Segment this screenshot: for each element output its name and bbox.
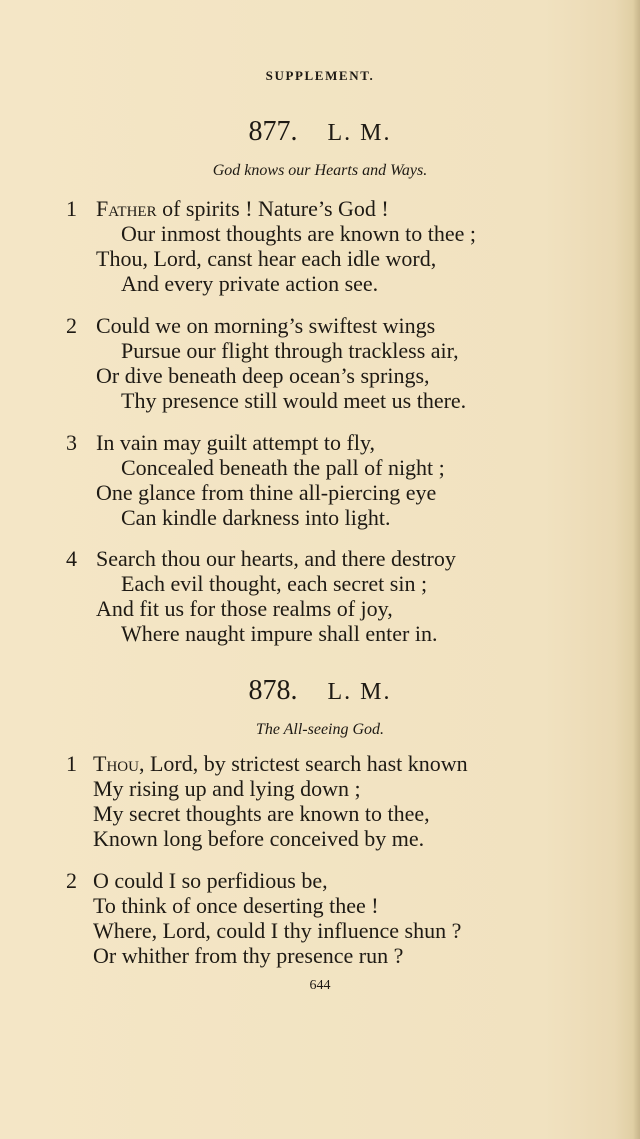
hymn-number: 878. bbox=[248, 675, 298, 706]
verse-line-rest: of spirits ! Nature’s God ! bbox=[156, 196, 389, 221]
verse-initial-small-caps: Thou bbox=[93, 751, 139, 776]
verse-line: My secret thoughts are known to thee, bbox=[93, 801, 430, 826]
verse-initial-small-caps: Father bbox=[96, 196, 157, 221]
verse-line bbox=[93, 751, 468, 777]
running-head: SUPPLEMENT. bbox=[265, 68, 375, 83]
hymn-number: 877. bbox=[248, 116, 298, 147]
verse-line-rest: , Lord, by strictest search hast known bbox=[138, 751, 468, 776]
verse-line: To think of once deserting thee ! bbox=[93, 893, 379, 918]
verse-line: Concealed beneath the pall of night ; bbox=[121, 455, 445, 480]
verse-line: My rising up and lying down ; bbox=[93, 776, 361, 801]
hymn-877-subtitle: God knows our Hearts and Ways. bbox=[212, 162, 428, 179]
verse-line: Could we on morning’s swiftest wings bbox=[96, 313, 436, 338]
verse-line: Or whither from thy presence run ? bbox=[93, 943, 404, 968]
page-number: 644 bbox=[309, 978, 331, 993]
verse-number: 4 bbox=[66, 546, 77, 571]
hymn-877-heading bbox=[0, 116, 640, 148]
verse-line: In vain may guilt attempt to fly, bbox=[96, 430, 376, 455]
hymn-878-heading bbox=[0, 675, 640, 707]
verse-line: Can kindle darkness into light. bbox=[121, 505, 391, 530]
verse-number: 1 bbox=[66, 751, 77, 776]
verse-line: Where naught impure shall enter in. bbox=[121, 621, 438, 646]
verse-number: 1 bbox=[66, 196, 77, 221]
verse-line: O could I so perfidious be, bbox=[93, 868, 328, 893]
verse-line: Known long before conceived by me. bbox=[93, 826, 425, 851]
verse-number: 3 bbox=[66, 430, 77, 455]
verse-line: Thy presence still would meet us there. bbox=[121, 388, 467, 413]
verse-line bbox=[96, 196, 389, 222]
verse-line: Thou, Lord, canst hear each idle word, bbox=[96, 246, 437, 271]
verse-line: Or dive beneath deep ocean’s springs, bbox=[96, 363, 430, 388]
verse-number: 2 bbox=[66, 313, 77, 338]
verse-line: One glance from thine all-piercing eye bbox=[96, 480, 437, 505]
hymn-878-subtitle: The All-seeing God. bbox=[255, 721, 385, 738]
verse-line: Each evil thought, each secret sin ; bbox=[121, 571, 428, 596]
verse-line: Our inmost thoughts are known to thee ; bbox=[121, 221, 477, 246]
verse-line: And every private action see. bbox=[121, 271, 379, 296]
hymn-meter: L. M. bbox=[327, 120, 392, 146]
hymn-meter: L. M. bbox=[327, 679, 392, 705]
verse-line: And fit us for those realms of joy, bbox=[96, 596, 393, 621]
verse-line: Search thou our hearts, and there destroy bbox=[96, 546, 456, 571]
verse-line: Pursue our flight through trackless air, bbox=[121, 338, 459, 363]
verse-line: Where, Lord, could I thy influence shun ? bbox=[93, 918, 462, 943]
verse-number: 2 bbox=[66, 868, 77, 893]
